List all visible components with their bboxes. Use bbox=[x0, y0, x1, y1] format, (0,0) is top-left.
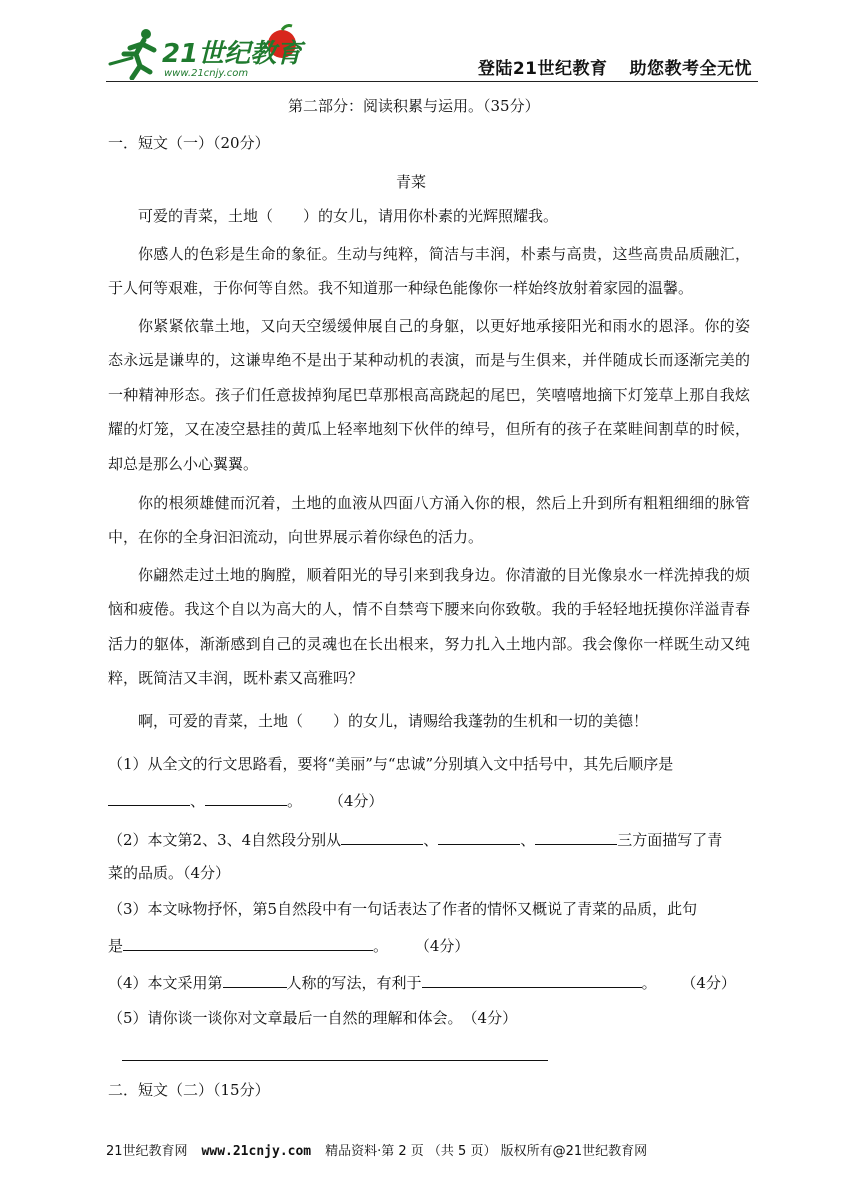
question-1-text: （1）从全文的行文思路看，要将“美丽”与“忠诚”分别填入文中括号中，其先后顺序是 bbox=[108, 755, 674, 773]
q5-answer-line[interactable] bbox=[122, 1060, 548, 1061]
q1-score: （4分） bbox=[328, 792, 384, 810]
question-2-continued: 菜的品质。（4分） bbox=[108, 864, 231, 882]
article-paragraph-2: 你感人的色彩是生命的象征。生动与纯粹，简洁与丰润，朴素与高贵，这些高贵品质融汇，于人何等艰难，于你何等自然。我不知道那一种绿色能像你一样始终放射着家园的温馨。 bbox=[108, 245, 750, 298]
section-title: 第二部分：阅读积累与运用。（35分） bbox=[288, 97, 540, 115]
slogan-left: 登陆21世纪教育 bbox=[477, 59, 608, 79]
q4-blank-2[interactable] bbox=[422, 972, 642, 988]
article-paragraph-5: 你翩然走过土地的胸膛，顺着阳光的导引来到我身边。你清澈的目光像泉水一样洗掉我的烦恼和疲倦。我这个自以为高大的人，情不自禁弯下腰来向你致敬。我的手轻轻地抚摸你洋溢青春活力的躯体，渐渐感到自己的灵魂也在长出根来，努力扎入土地内部。我会像你一样既生动又纯粹，既简洁又丰润，既朴素又高雅吗？ bbox=[108, 566, 750, 688]
logo-text: 21世纪教育 bbox=[162, 39, 303, 69]
question-2-text: （2）本文第2、3、4自然段分别从 、 、 三方面描写了青 bbox=[108, 831, 723, 849]
q3-blank[interactable] bbox=[123, 935, 373, 951]
question-4-text: （4）本文采用第 人称的写法，有利于 。 （4分） bbox=[108, 974, 736, 992]
question-5-text: （5）请你谈一谈你对文章最后一自然的理解和体会。 （4分） bbox=[108, 1009, 518, 1027]
q2-blank-1[interactable] bbox=[341, 829, 423, 845]
header-divider bbox=[106, 81, 758, 82]
footer-url[interactable]: www.21cnjy.com bbox=[201, 1144, 312, 1159]
question-3-text: （3）本文咏物抒怀，第5自然段中有一句话表达了作者的情怀又概说了青菜的品质，此句 bbox=[108, 900, 698, 918]
question-1-answer-line: 、 。 （4分） bbox=[108, 790, 383, 811]
logo-21cnjy bbox=[106, 24, 306, 80]
header-slogan bbox=[478, 54, 752, 79]
article-paragraph-3: 你紧紧依靠土地，又向天空缓缓伸展自己的身躯，以更好地承接阳光和雨水的恩泽。你的姿态永远是谦卑的，这谦卑绝不是出于某种动机的表演，而是与生俱来，并伴随成长而逐渐完美的一种精神形态。孩子们任意拔掉狗尾巴草那根高高跷起的尾巴，笑嘻嘻地摘下灯笼草上那自我炫耀的灯笼，又在凌空悬挂的黄瓜上轻率地刻下伙伴的绰号，但所有的孩子在菜畦间割草的时候，却总是那么小心翼翼。 bbox=[108, 317, 750, 473]
article-paragraph-4: 你的根须雄健而沉着，土地的血液从四面八方涌入你的根，然后上升到所有粗粗细细的脉管中，在你的全身汩汩流动，向世界展示着你绿色的活力。 bbox=[108, 494, 750, 547]
footer-site: 21世纪教育网 bbox=[106, 1144, 188, 1159]
part1-heading: 一．短文（一）（20分） bbox=[108, 134, 270, 152]
logo-url: www.21cnjy.com bbox=[164, 68, 249, 79]
q4-blank-1[interactable] bbox=[223, 972, 287, 988]
page-header bbox=[106, 24, 756, 82]
q2-blank-3[interactable] bbox=[535, 829, 617, 845]
q4-score: （4分） bbox=[681, 974, 736, 992]
article-paragraph-1: 可爱的青菜，土地（ ）的女儿，请用你朴素的光辉照耀我。 bbox=[138, 207, 559, 225]
article-title: 青菜 bbox=[396, 173, 427, 191]
q1-blank-2[interactable] bbox=[205, 790, 287, 806]
q2-blank-2[interactable] bbox=[438, 829, 520, 845]
page-footer bbox=[106, 1140, 756, 1159]
slogan-right: 助您教考全无忧 bbox=[629, 59, 752, 79]
part2-heading: 二．短文（二）（15分） bbox=[108, 1081, 270, 1099]
q1-blank-1[interactable] bbox=[108, 790, 190, 806]
footer-info: 精品资料·第 2 页 （共 5 页） 版权所有@21世纪教育网 bbox=[325, 1144, 648, 1159]
question-3-answer-line: 是 。 （4分） bbox=[108, 937, 470, 955]
article-paragraph-6: 啊，可爱的青菜，土地（ ）的女儿，请赐给我蓬勃的生机和一切的美德！ bbox=[138, 712, 649, 730]
q3-score: （4分） bbox=[414, 937, 470, 955]
